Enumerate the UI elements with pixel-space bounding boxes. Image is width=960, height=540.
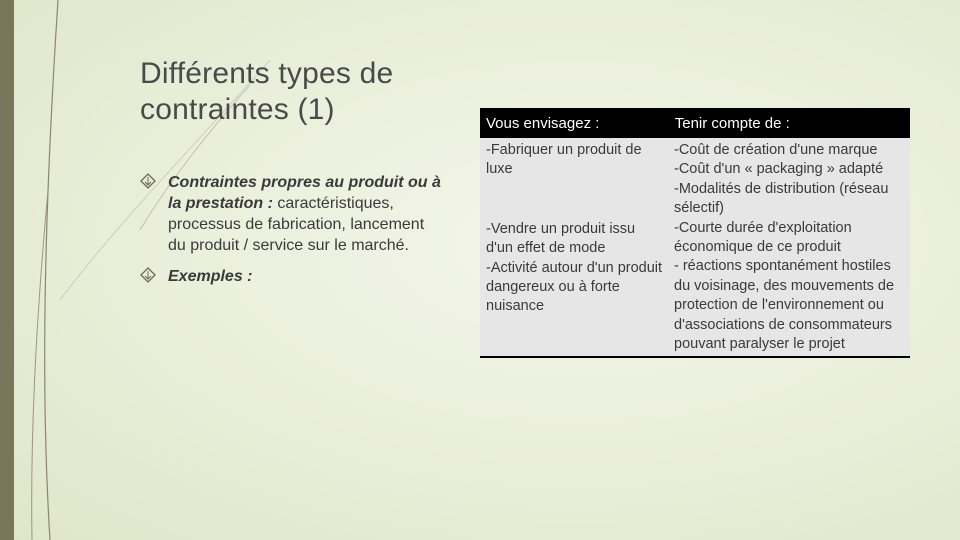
bullet-item: [140, 172, 445, 256]
bullet-text: caractéristiques, processus de fabrication, lancement du produit / service sur le marché.: [168, 195, 425, 254]
bullet-item: [140, 266, 445, 287]
list-item: -Fabriquer un produit de luxe: [486, 142, 642, 178]
bullet-lead: Contraintes propres au produit ou à la prestation :: [168, 174, 441, 212]
table-row: [480, 138, 910, 358]
page-title: Différents types de contraintes (1): [140, 57, 394, 126]
list-item: -Coût de création d'une marque: [674, 142, 878, 158]
list-item: -Coût d'un « packaging » adapté: [674, 161, 884, 178]
list-item: -Vendre un produit issu d'un effet de mode: [486, 220, 636, 257]
table-header-cell: Vous envisagez :: [486, 114, 600, 132]
table-header-row: [480, 108, 910, 138]
constraints-table: [480, 108, 910, 358]
bullet-lead: Exemples :: [168, 268, 253, 285]
table-cell-envisagez: [480, 141, 668, 354]
list-item: -Courte durée d'exploitation économique de ce produit: [674, 219, 852, 256]
bullet-list: [140, 172, 445, 297]
table-header-cell: Tenir compte de :: [674, 114, 790, 132]
list-item: - réactions spontanément hostiles du voisinage, des mouvements de protection de l'environnement ou d'associations de consommateurs pouvant paralyser le projet: [674, 258, 895, 353]
list-item: -Modalités de distribution (réseau sélectif): [674, 180, 889, 217]
diamond-outline-icon: [140, 267, 156, 283]
left-accent-bar: [0, 0, 14, 540]
table-cell-tenir-compte: [668, 141, 910, 354]
list-item: -Activité autour d'un produit dangereux ou à forte nuisance: [486, 259, 663, 315]
diamond-outline-icon: [140, 173, 156, 189]
